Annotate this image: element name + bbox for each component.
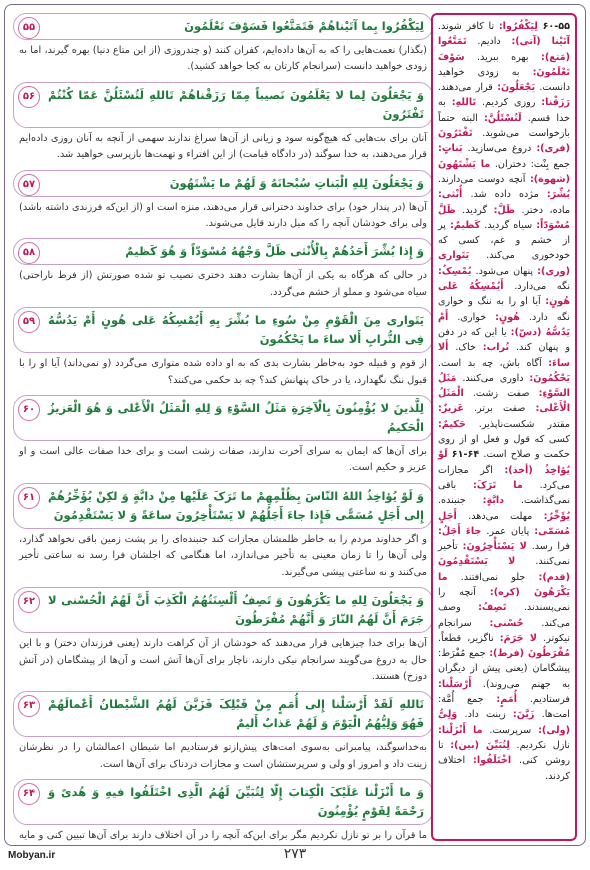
verse-number: ۵۹ (18, 311, 40, 333)
glossary-meaning: ماده، دختر. (521, 204, 570, 216)
glossary-word: کَظیمٌ: (450, 219, 481, 231)
verse-box (13, 13, 433, 40)
verse-box (13, 395, 433, 441)
verse-box (13, 170, 433, 197)
glossary-meaning: وصف می‌کند. (438, 602, 570, 629)
verse-box (13, 82, 433, 128)
glossary-entry (438, 21, 570, 32)
glossary-entry (438, 82, 535, 93)
verse-translation: و اگر خداوند مردم را به خاطر ظلمشان مجازات کند جنبنده‌ای را بر پشت زمین باقی نخواهد گذارد، ولی آن‌ها را تا زمان معینی به تأخیر می‌اندازد، اما هنگامی که اجلشان فرا رسد نه ساعتی تأخیر می‌کنند و نه ساعتی پیشی می‌گیرند. (19, 533, 427, 578)
glossary-word: آتَیْنا (آتی): (511, 36, 570, 48)
verse-number: ۶۲ (18, 591, 40, 613)
glossary-word: لَتُسْئَلُنَّ: (484, 112, 522, 124)
glossary-entry (456, 205, 515, 216)
glossary-meaning: آیا او را به ننگ و خواری نگه دارد. (438, 296, 570, 323)
glossary-meaning: آگاه باش، چه بد است. (438, 357, 542, 369)
glossary-meaning: نگه می‌دارد. (514, 281, 570, 293)
glossary-meaning: اگر مجازات می‌کرد. (438, 464, 570, 491)
verse-translation: (بگذار) نعمت‌هایی را که به آن‌ها داده‌ایم، کفران کنند (و چندروزی (از این متاع دنیا) بهره گیرند، اما به زودی خواهید دانست (سرانجام کارتان به کجا خواهد کشید). (19, 45, 427, 73)
glossary-meaning: جمع مُفْرَط: پیشگامان (یعنی پیش از دیگران به جهنم می‌روند). (438, 648, 570, 690)
glossary-meaning: کسی که قول و فعل او از روی حکمت و صلاح است. (438, 434, 570, 461)
glossary-word: أَجَلٍ مُسَمّی: (438, 510, 570, 537)
glossary-meaning: خاک. (455, 342, 476, 354)
verses-column (13, 13, 433, 841)
glossary-word: تَاللهِ: (451, 97, 477, 109)
page-frame (4, 4, 586, 846)
glossary-word: ما أَنْزَلْنا: (438, 724, 483, 736)
glossary-word: بُشِّرَ: (546, 189, 570, 201)
glossary-word: یُمْسِکُ: (438, 265, 472, 277)
verse-arabic: وَ إِذا بُشِّرَ أَحَدُهُمْ بِالْأُنْثی ظَلَّ وَجْهُهُ مُسْوَدّاً وَ هُوَ کَظیمٌ (125, 244, 424, 259)
glossary-meaning: دروغ می‌سازید. (467, 143, 532, 155)
glossary-word: تَمَتَّعُوا (مَتع): (438, 36, 570, 63)
glossary-meaning: فرستادیم. (529, 694, 570, 706)
verse-arabic: یَتَواری مِنَ الْقَوْمِ مِنْ سُوءِ ما بُشِّرَ بِهِ أَیُمْسِکُهُ عَلی هُونٍ أَمْ یَدُسُّهُ فِی التُّرابِ أَلا ساءَ ما یَحْکُمُونَ (48, 313, 424, 347)
glossary-meaning: صفت زشت. (472, 388, 530, 400)
glossary-word: ما تَرَکَ: (472, 479, 523, 491)
glossary-meaning: روزی کردیم. (481, 97, 536, 109)
verse-number: ۵۶ (18, 86, 40, 108)
glossary-word: تُراب: (482, 342, 510, 354)
glossary-word: لِیَکْفُرُوا: (498, 21, 538, 32)
glossary-meaning: زینت داد. (464, 709, 506, 721)
glossary-word: ظَلَّ مُسْوَدّاً: (438, 204, 570, 231)
glossary-meaning: مقتدر شکست‌ناپذیر. (478, 418, 570, 430)
glossary-word: لا یَسْتَأْخِرُونَ: (462, 541, 527, 553)
glossary-meaning: تأخیر نمی‌کنند. (438, 541, 570, 568)
verse-number: ۵۵ (18, 17, 40, 39)
glossary-range: ۶۰-۵۵ (542, 21, 570, 32)
glossary-word: یَتَواری (وری): (438, 250, 570, 277)
glossary-word: لِتُبَیِّنَ (بین): (450, 739, 510, 751)
glossary-entry (467, 36, 570, 47)
glossary-meaning: سیاه گردید. (484, 219, 533, 231)
glossary-word: وَلِیُّ (ولی): (438, 709, 570, 736)
verse-box (13, 307, 433, 353)
glossary-meaning: جنبنده. (438, 495, 466, 507)
glossary-meaning: آنچه دوست می‌دارند. (438, 173, 526, 185)
glossary-meaning: مژده داده شد. (470, 189, 539, 201)
glossary-word: یُؤَخِّرُ: (543, 510, 570, 522)
watermark: Mobyan.ir (8, 850, 56, 861)
glossary-meaning: پنهان می‌شود. (475, 265, 534, 277)
glossary-entry (448, 342, 509, 353)
glossary-meaning: جمع بِنْت: دختران. (494, 158, 570, 170)
glossary-entry (476, 97, 570, 108)
verse-box (13, 779, 433, 825)
glossary-word: عَزیزٌ: (438, 403, 464, 415)
verse-arabic: لِلَّذینَ لا یُؤْمِنُونَ بِالْآخِرَةِ مَثَلُ السَّوْءِ وَ لِلهِ الْمَثَلُ الْأَعْلی وَ هُوَ الْعَزیزُ الْحَکیمُ (48, 401, 424, 435)
glossary-meaning: به خدا قسم. (438, 97, 570, 124)
glossary-word: أَیُمْسِکُهُ عَلی هُونٍ: (438, 281, 570, 308)
glossary-word: یَحْکُمُونَ: (529, 372, 570, 384)
verse-box (13, 483, 433, 529)
glossary-word: حَکیمٌ: (438, 418, 466, 430)
glossary-word: تَصِفُ: (478, 602, 507, 614)
glossary-entry (457, 511, 570, 522)
glossary-entry (448, 312, 520, 323)
glossary-word: أَلا ساءَ: (438, 342, 570, 369)
glossary-meaning: خواری. (457, 311, 487, 323)
verse-arabic: وَ ما أَنْزَلْنا عَلَیْکَ الْکِتابَ إِلّا لِتُبَیِّنَ لَهُمُ الَّذِی اخْتَلَفُوا فیهِ وَ هُدیً وَ رَحْمَةً لِقَوْمٍ یُؤْمِنُونَ (48, 785, 424, 819)
glossary-word: ما یَشْتَهُونَ (شهوة): (438, 158, 570, 185)
glossary-word: یَجْعَلُونَ: (497, 82, 536, 94)
glossary-word: أَمْ یَدُسُّهُ (دسّ): (438, 311, 570, 338)
glossary-meaning: اختلاف کردند. (438, 755, 570, 782)
verse-translation: آن‌ها (در پندار خود) برای خداوند دخترانی قرار می‌دهند، منزه است او (از این‌که فرزندی داشته باشد) ولی برای خودشان آنچه را که میل دارند قایل می‌شوند. (19, 201, 427, 230)
glossary-meaning: جمع أُمَّة: امت‌ها. (438, 694, 570, 721)
glossary-word: ما یَکْرَهُونَ (کره): (438, 571, 570, 598)
verse-number: ۶۴ (18, 783, 40, 805)
glossary-meaning: آنچه را نمی‌پسندند. (438, 586, 570, 614)
glossary-word: اخْتَلَفُوا: (473, 755, 512, 767)
glossary-meaning: مهلت می‌دهد. (468, 510, 533, 522)
glossary-meaning: پر از خشم و غم، کسی که خودخوری می‌کند. (438, 219, 570, 262)
glossary-word: ظَلَّ: (493, 204, 515, 216)
glossary-meaning: صفت برتر. (474, 403, 526, 415)
glossary-meaning: پایان عمر. (486, 525, 530, 537)
verse-box (13, 587, 433, 633)
verse-arabic: وَ لَوْ یُؤاخِذُ اللهُ النّاسَ بِظُلْمِهِمْ ما تَرَکَ عَلَیْها مِنْ دابَّةٍ وَ لکِنْ یُؤَخِّرُهُمْ إِلی أَجَلٍ مُسَمًّی فَإِذا جاءَ أَجَلُهُمْ لا یَسْتَأْخِرُونَ ساعَةً وَ لا یَسْتَقْدِمُونَ (48, 488, 424, 522)
glossary-word: دابَّةٍ: (482, 495, 505, 507)
glossary-word: تَفْتَرُونَ (فری): (438, 128, 570, 155)
glossary-meaning: یا این که در دفن و پنهان کند. (438, 326, 570, 354)
verse-arabic: وَ یَجْعَلُونَ لِلهِ الْبَناتِ سُبْحانَهُ وَ لَهُمْ ما یَشْتَهُونَ (169, 175, 424, 190)
glossary-meaning: به زودی خواهید دانست. (438, 66, 570, 94)
glossary-meaning: فرا رسد. (531, 541, 570, 553)
verse-arabic: لِیَکْفُرُوا بِما آتَیْناهُمْ فَتَمَتَّعُوا فَسَوْفَ تَعْلَمُونَ (184, 19, 424, 33)
glossary-word: مَثَلُ السَّوْءِ: (438, 372, 570, 400)
page-number: ۲۷۳ (283, 846, 307, 862)
verse-arabic: وَ یَجْعَلُونَ لِما لا یَعْلَمُونَ نَصیباً مِمّا رَزَقْناهُمْ تَاللهِ لَتُسْئَلُنَّ عَمّا کُنْتُمْ تَفْتَرُونَ (48, 87, 424, 121)
glossary-entry (438, 633, 537, 644)
glossary-word: الْمَثَلُ الْأَعْلی: (438, 388, 570, 415)
verse-translation: برای آن‌ها که ایمان به سرای آخرت ندارند، صفات زشت است و برای خدا صفات عالی است و او عزیز و حکیم است. (19, 446, 427, 474)
glossary-word: لا یَسْتَقْدِمُونَ (قدم): (438, 556, 570, 583)
verse-arabic: وَ یَجْعَلُونَ لِلهِ ما یَکْرَهُونَ وَ تَصِفُ أَلْسِنَتُهُمُ الْکَذِبَ أَنَّ لَهُمُ الْحُسْنی لا جَرَمَ أَنَّ لَهُمُ النّارَ وَ أَنَّهُمْ مُفْرَطُونَ (48, 593, 424, 627)
glossary-word: مُفْرَطُونَ (فرط): (489, 648, 570, 660)
glossary-meaning: نازل نکردیم. (516, 739, 570, 751)
glossary-word: جاءَ أَجَلُ: (438, 525, 482, 537)
glossary-range: ۶۴-۶۱ (451, 449, 480, 461)
verse-number: ۵۸ (18, 242, 40, 264)
glossary-meaning: البته حتماً بازخواست می‌شوید. (438, 112, 570, 140)
glossary-entry (456, 373, 570, 384)
glossary-meaning: تا کافر شوند. (438, 21, 495, 32)
glossary-word: أُمَمٍ: (496, 694, 518, 706)
glossary-word: حُسْنی: (489, 617, 524, 629)
glossary-word: رَزَقْنا: (541, 97, 570, 109)
glossary-word: لَوْ یُؤاخِذُ (أخذ): (438, 449, 570, 476)
glossary-word: لا جَرَمَ: (499, 632, 538, 644)
verse-translation: آنان برای بت‌هایی که هیچ‌گونه سود و زیانی از آن‌ها سراغ ندارند سهمی از آنچه به آنان روزی داده‌ایم قرار می‌دهند، به خدا سوگند (در دادگاه قیامت) از این افتراء و تهمت‌ها بازپرسی خواهید شد. (19, 132, 427, 161)
verse-number: ۵۷ (18, 174, 40, 196)
verse-number: ۶۱ (18, 487, 40, 509)
glossary-meaning: تا روشن کنی. (438, 739, 570, 767)
verse-box (13, 691, 433, 737)
glossary-meaning: بهره ببرید. (477, 51, 529, 63)
verse-number: ۶۳ (18, 695, 40, 717)
verse-translation: آن‌ها برای خدا چیزهایی قرار می‌دهند که خودشان از آن کراهت دارند (یعنی فرزندان دختر) و با این حال به دروغ می‌گویند سرانجام نیکی دارند، ناچار برای آن‌ها آتش است و آن‌ها از پیشگامان (در آتش دوزخ) هستند. (19, 638, 427, 682)
glossary-word: أُنْثی: (438, 189, 463, 201)
verse-translation: ما قرآن را بر تو نازل نکردیم مگر برای این‌که آنچه را در آن اختلاف دارند برای آن‌ها تبیین کنی و مایه (19, 830, 427, 841)
glossary-word: هُونٍ: (495, 311, 520, 323)
glossary-meaning: باقی نمی‌گذاشت. (438, 479, 570, 507)
glossary-meaning: دادیم. (477, 36, 501, 48)
glossary-meaning: سرانجام نیکوتر. (438, 617, 570, 644)
verse-box (13, 238, 433, 265)
verse-number: ۶۰ (18, 399, 40, 421)
verse-translation: از قوم و قبیله خود به‌خاطر بشارت بدی که به او داده شده متواری می‌گردد (و نمی‌داند) آیا او را با قبول ننگ نگهدارد، یا در خاک پنهانش کند؟ چه بد حکمی می‌کنند؟ (19, 358, 427, 386)
glossary-word: أَرْسَلْنا: (438, 678, 472, 690)
glossary-meaning: داوری می‌کنند. (462, 372, 524, 384)
glossary-word: زَیَّنَ: (512, 709, 535, 721)
glossary-entry (438, 495, 504, 506)
glossary-sidebar (431, 13, 577, 841)
glossary-entry (457, 709, 534, 720)
glossary-meaning: ناگزیر، قطعاً. (438, 632, 494, 644)
verse-translation: در حالی که هرگاه به یکی از آن‌ها بشارت دهند دختری نصیب تو شده صورتش (از فرط ناراحتی) سیاه می‌شود و مملو از خشم می‌گردد. (19, 270, 427, 298)
glossary-word: سَوْفَ تَعْلَمُونَ: (438, 51, 570, 78)
verse-arabic: تَاللهِ لَقَدْ أَرْسَلْنا إِلی أُمَمٍ مِنْ قَبْلِکَ فَزَیَّنَ لَهُمُ الشَّیْطانُ أَعْمالَهُمْ فَهُوَ وَلِیُّهُمُ الْیَوْمَ وَ لَهُمْ عَذابٌ أَلیمٌ (48, 697, 424, 731)
glossary-meaning: سرپرست. (489, 724, 532, 736)
glossary-word: بَناتٍ: (438, 143, 463, 155)
verse-translation: به‌خداسوگند، پیامبرانی به‌سوی امت‌های پیش‌از‌تو فرستادیم اما شیطان اعمالشان را در نظرشان زینت داد و امروز او ولی و سرپرستشان است و مجازات دردناک برای آن‌ها است. (19, 742, 427, 770)
glossary-meaning: قرار می‌دهند. (438, 82, 493, 94)
glossary-meaning: گردید. (462, 204, 488, 216)
glossary-entry (462, 189, 570, 200)
glossary-meaning: جلو نمی‌افتند. (460, 571, 526, 583)
